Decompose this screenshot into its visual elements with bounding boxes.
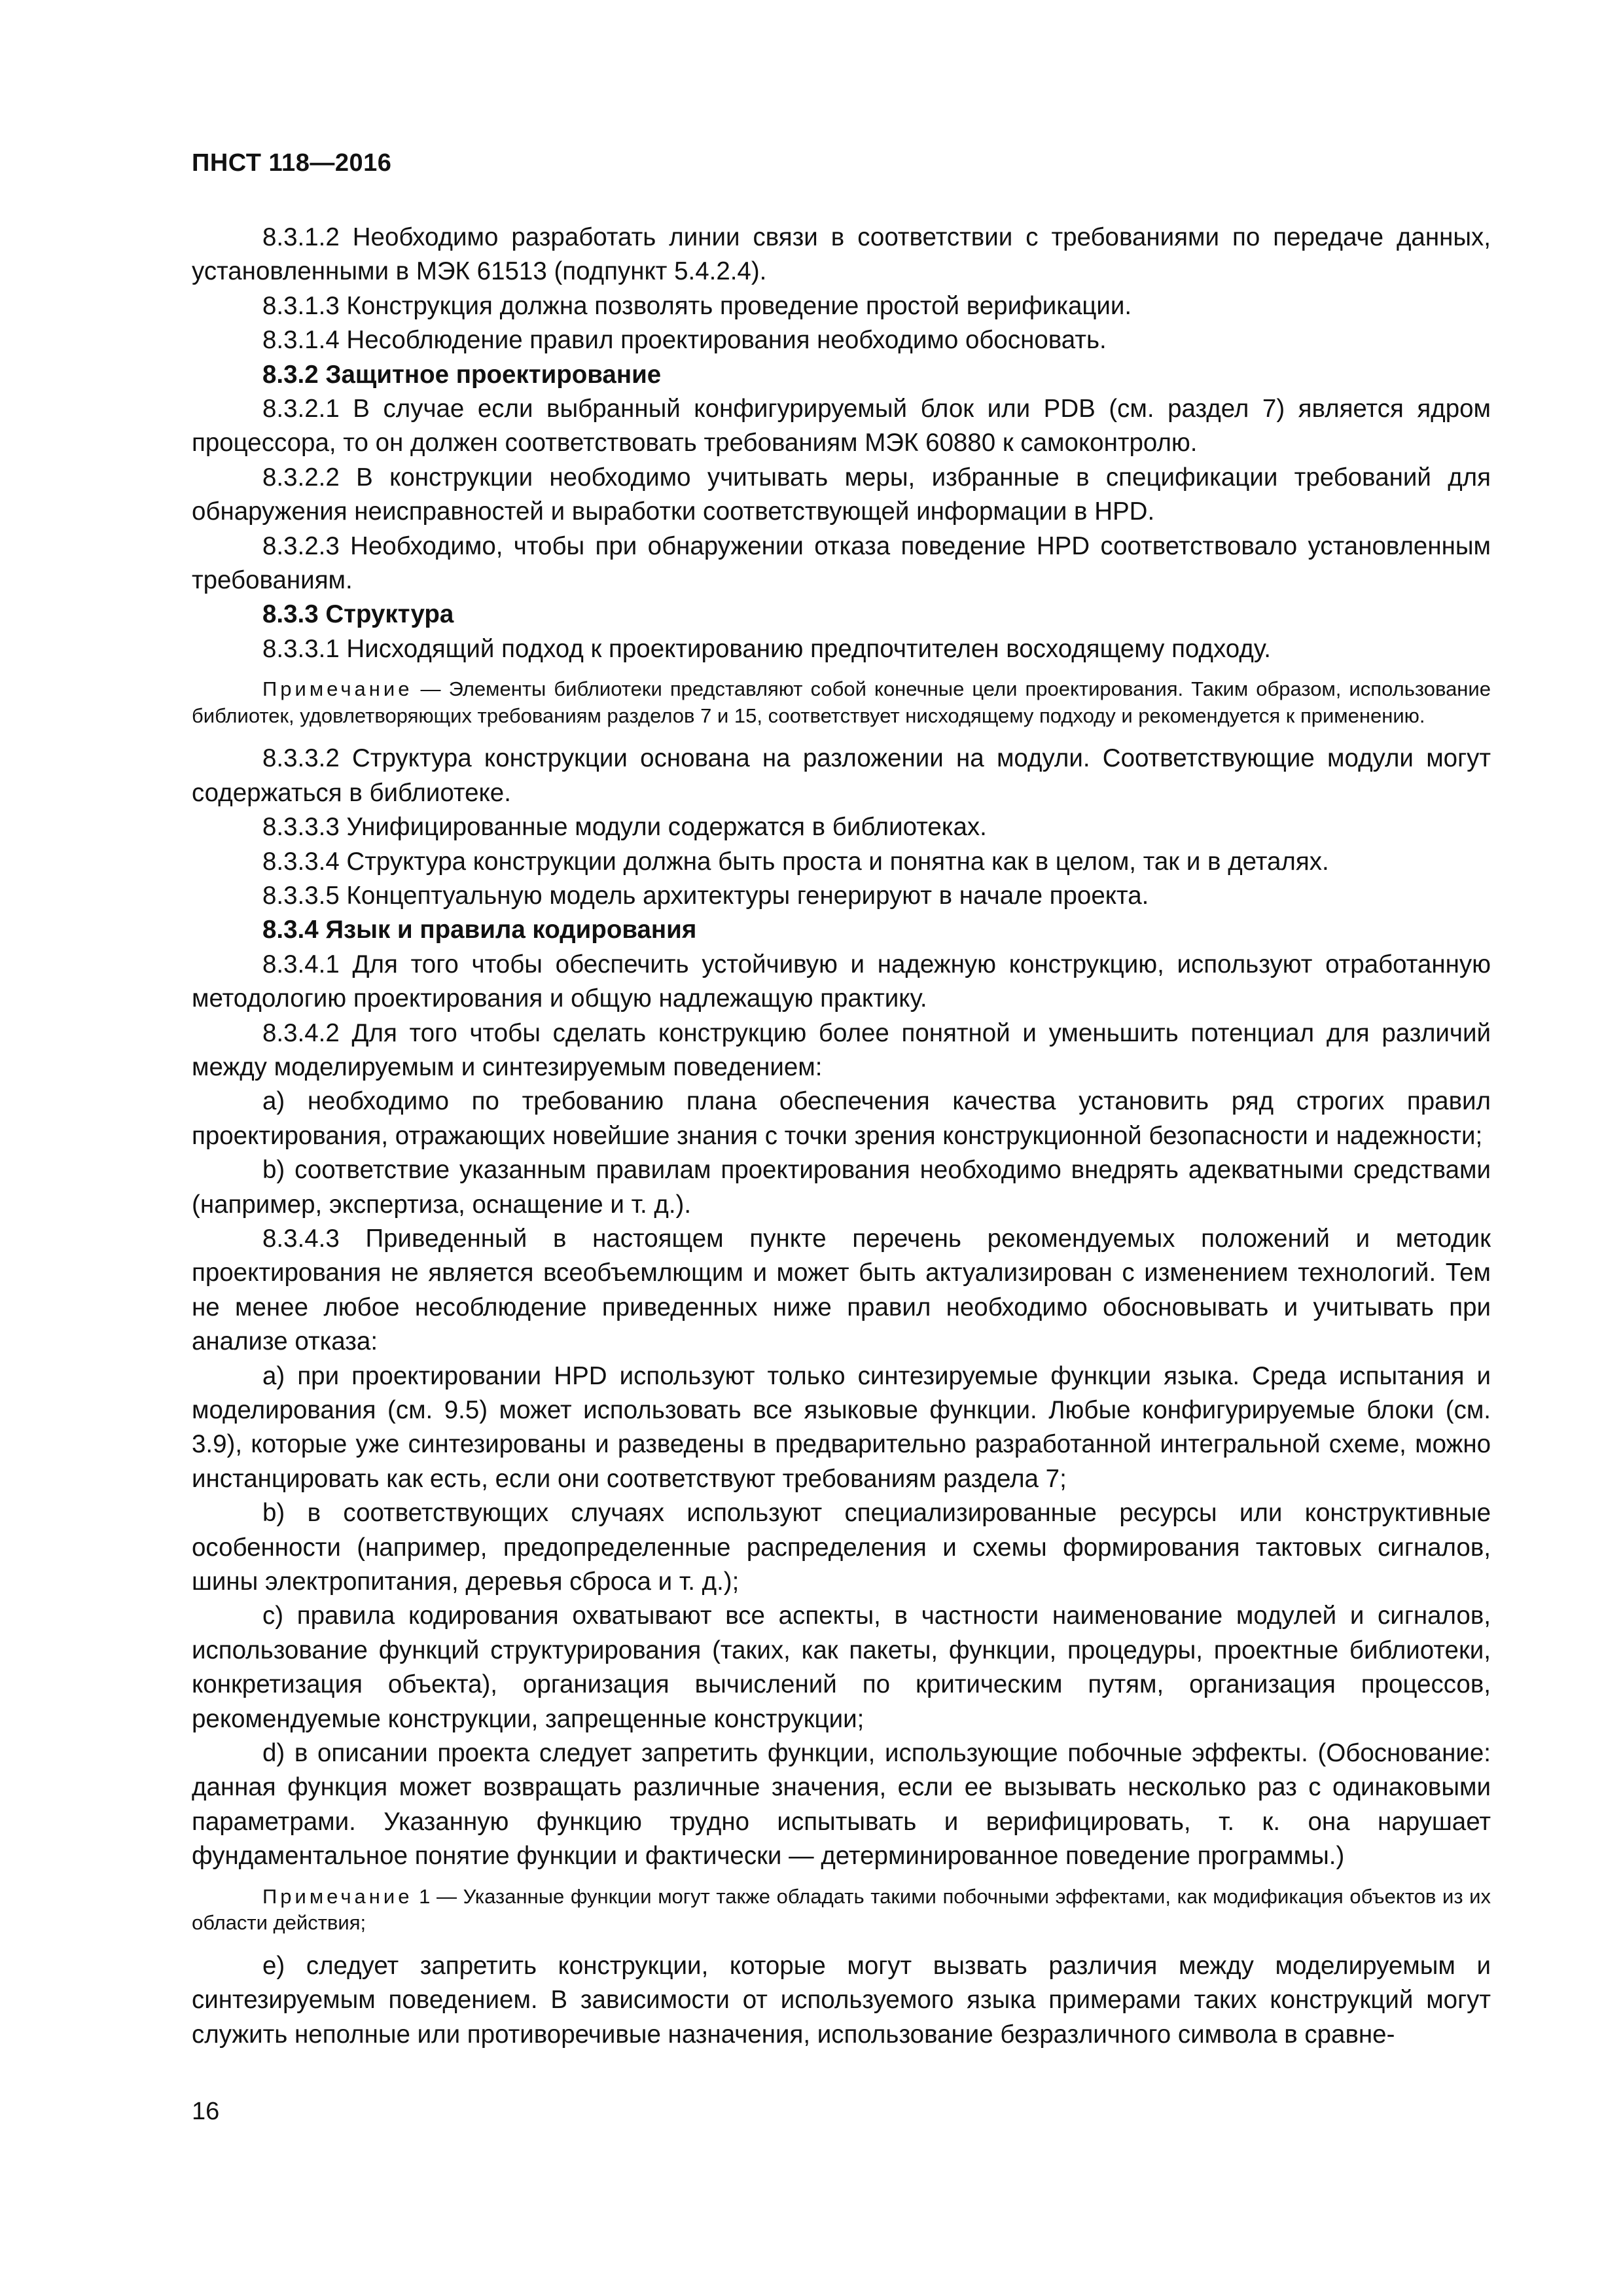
list-item: а) при проектировании HPD используют только синтезируемые функции языка. Среда испытания и моделирования (см. 9.5) может использовать все языковые функции. Любые конфигурируемые блоки (см. 3.9), которые уже синтезированы и разведены в предварительно разработанной интегральной схеме, можно инстанцировать как есть, если они соответствуют требованиям раздела 7; [192, 1361, 1491, 1493]
paragraph: 8.3.3.1 Нисходящий подход к проектированию предпочтителен восходящему подходу. [262, 634, 1271, 663]
list-item: b) соответствие указанным правилам проектирования необходимо внедрять адекватными средствами (например, экспертиза, оснащение и т. д.). [192, 1156, 1491, 1219]
section-heading: 8.3.2 Защитное проектирование [262, 360, 662, 389]
list-item: d) в описании проекта следует запретить функции, использующие побочные эффекты. (Обоснование: данная функция может возвращать различные значения, если ее вызывать несколько раз с одинаковыми параметрами. Указанную функцию трудно испытывать и верифицировать, т. к. она нарушает фундаментальное понятие функции и фактически — детерминированное поведение программы.) [192, 1739, 1491, 1871]
page-number: 16 [192, 2098, 220, 2125]
note [192, 676, 1491, 729]
note-label: Примечание [262, 1884, 413, 1908]
paragraph: 8.3.2.2 В конструкции необходимо учитывать меры, избранные в спецификации требований для обнаружения неисправностей и выработки соответствующей информации в HPD. [192, 463, 1491, 526]
note [192, 1884, 1491, 1937]
note-text: 1 — Указанные функции могут также обладать такими побочными эффектами, как модификация объектов из их области действия; [192, 1884, 1491, 1935]
paragraph: 8.3.1.3 Конструкция должна позволять проведение простой верификации. [262, 291, 1132, 320]
document-body [192, 221, 1491, 2052]
document-header: ПНСТ 118—2016 [192, 149, 392, 177]
paragraph: 8.3.4.1 Для того чтобы обеспечить устойчивую и надежную конструкцию, используют отработанную методологию проектирования и общую надлежащую практику. [192, 950, 1491, 1013]
list-item: c) правила кодирования охватывают все аспекты, в частности наименование модулей и сигналов, использование функций структурирования (таких, как пакеты, функции, процедуры, проектные библиотеки, конкретизация объекта), организация вычислений по критическим путям, организация процессов, рекомендуемые конструкции, запрещенные конструкции; [192, 1602, 1491, 1733]
paragraph: 8.3.1.2 Необходимо разработать линии связи в соответствии с требованиями по передаче данных, установленными в МЭК 61513 (подпункт 5.4.2.4). [192, 223, 1491, 286]
paragraph: 8.3.3.5 Концептуальную модель архитектуры генерируют в начале проекта. [262, 881, 1149, 910]
paragraph: 8.3.2.1 В случае если выбранный конфигурируемый блок или PDB (см. раздел 7) является ядром процессора, то он должен соответствовать требованиям МЭК 60880 к самоконтролю. [192, 395, 1491, 457]
paragraph: 8.3.3.3 Унифицированные модули содержатся в библиотеках. [262, 813, 987, 842]
paragraph: 8.3.3.2 Структура конструкции основана на разложении на модули. Соответствующие модули могут содержаться в библиотеке. [192, 744, 1491, 807]
list-item: а) необходимо по требованию плана обеспечения качества установить ряд строгих правил проектирования, отражающих новейшие знания с точки зрения конструкционной безопасности и надежности; [192, 1087, 1491, 1150]
paragraph: 8.3.3.4 Структура конструкции должна быть проста и понятна как в целом, так и в деталях. [262, 847, 1329, 876]
list-item: е) следует запретить конструкции, которые могут вызвать различия между моделируемым и синтезируемым поведением. В зависимости от используемого языка примерами таких конструкций могут служить неполные или противоречивые назначения, использование безразличного символа в сравне- [192, 1951, 1491, 2049]
paragraph: 8.3.1.4 Несоблюдение правил проектирования необходимо обосновать. [262, 326, 1107, 355]
paragraph: 8.3.4.2 Для того чтобы сделать конструкцию более понятной и уменьшить потенциал для различий между моделируемым и синтезируемым поведением: [192, 1018, 1491, 1081]
note-text: — Элементы библиотеки представляют собой конечные цели проектирования. Таким образом, использование библиотек, удовлетворяющих требованиям разделов 7 и 15, соответствует нисходящему подходу и рекомендуется к применению. [192, 677, 1491, 727]
paragraph: 8.3.2.3 Необходимо, чтобы при обнаружении отказа поведение HPD соответствовало установленным требованиям. [192, 531, 1491, 595]
paragraph: 8.3.4.3 Приведенный в настоящем пункте перечень рекомендуемых положений и методик проектирования не является всеобъемлющим и может быть актуализирован с изменением технологий. Тем не менее любое несоблюдение приведенных ниже правил необходимо обосновывать и учитывать при анализе отказа: [192, 1224, 1491, 1356]
section-heading: 8.3.3 Структура [262, 600, 454, 629]
section-heading: 8.3.4 Язык и правила кодирования [262, 916, 697, 944]
note-label: Примечание [262, 677, 413, 701]
list-item: b) в соответствующих случаях используют специализированные ресурсы или конструктивные особенности (например, предопределенные распределения и схемы формирования тактовых сигналов, шины электропитания, деревья сброса и т. д.); [192, 1499, 1491, 1596]
